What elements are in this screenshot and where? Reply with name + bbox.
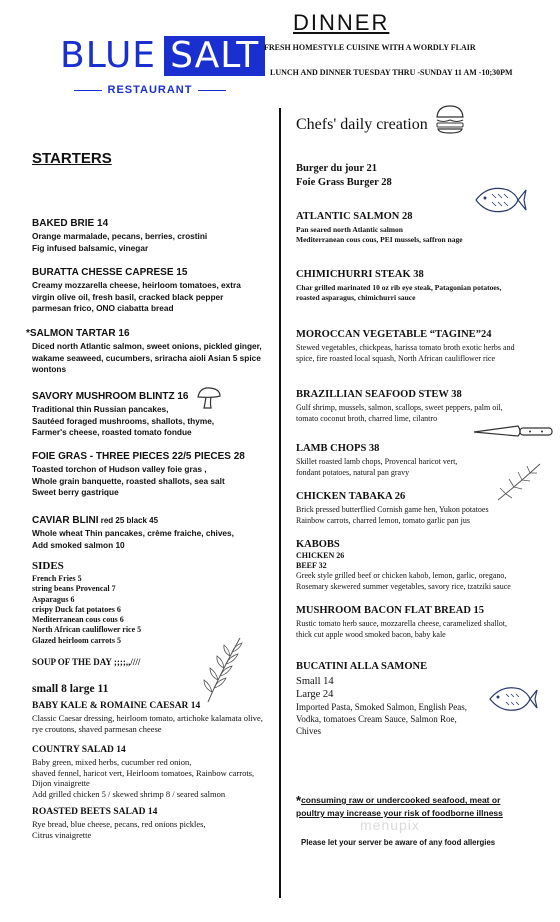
item-title: BRAZILLIAN SEAFOOD STEW 38 — [296, 389, 462, 400]
item-title: *SALMON TARTAR 16 — [26, 328, 130, 339]
hours: LUNCH AND DINNER TUESDAY THRU -SUNDAY 11 AM -10;30PM — [270, 68, 513, 77]
item-desc: Pan seared north Atlantic salmon Mediterranean cous cous, PEI mussels, saffron nage — [296, 225, 463, 244]
item-title: ATLANTIC SALMON 28 — [296, 211, 413, 222]
item-sub: CHICKEN 26 BEEF 32 — [296, 551, 345, 570]
item-desc: Char grilled marinated 10 oz rib eye steak, Patagonian potatoes, roasted asparagus, chimichurri sauce — [296, 283, 502, 302]
menu-item-salmon-tartar — [26, 327, 276, 376]
item-desc: Brick pressed butterflied Cornish game hen, Yukon potatoes Rainbow carrots, charred lemon, tomato garlic pan jus — [296, 505, 489, 525]
item-title: CHIMICHURRI STEAK 38 — [296, 269, 424, 280]
menu-item-caesar — [32, 700, 272, 734]
logo-word-salt: SALT — [164, 36, 265, 76]
logo-subtitle — [60, 84, 240, 96]
menu-item-kabobs — [296, 538, 532, 592]
item-desc: Greek style grilled beef or chicken kabob, lemon, garlic, oregano, Rosemary skewered summer vegetables, savory rice, tzatziki sauce — [296, 571, 511, 591]
item-title: CHICKEN TABAKA 26 — [296, 491, 406, 502]
starters-heading: STARTERS — [32, 150, 112, 167]
watermark: menupix — [360, 817, 420, 833]
item-title: LAMB CHOPS 38 — [296, 443, 380, 454]
menu-item-country-salad — [32, 744, 276, 799]
allergy-notice: Please let your server be aware of any food allergies — [301, 838, 496, 847]
burger-icon — [434, 104, 466, 134]
menu-item-foie-gras — [32, 450, 278, 499]
item-title: MUSHROOM BACON FLAT BREAD 15 — [296, 605, 485, 616]
logo-rule-left — [74, 90, 102, 91]
item-title: BURATTA CHESSE CAPRESE 15 — [32, 267, 188, 278]
menu-item-flat-bread — [296, 604, 532, 640]
soup-title: SOUP OF THE DAY ;;;;,,//// — [32, 657, 141, 667]
item-title-prices: red 25 black 45 — [98, 516, 159, 525]
item-desc: Toasted torchon of Hudson valley foie gras , Whole grain banquette, roasted shallots, sea salt Sweet berry gastrique — [32, 464, 225, 497]
list-item: crispy Duck fat potatoes 6 — [32, 604, 121, 614]
item-desc: Rustic tomato herb sauce, mozzarella cheese, caramelized shallot, thick cut apple wood smoked bacon, baby kale — [296, 619, 508, 639]
item-title: COUNTRY SALAD 14 — [32, 745, 126, 755]
menu-item-mushroom-blintz — [32, 390, 272, 439]
fish-icon — [486, 680, 538, 718]
item-title: KABOBS — [296, 539, 340, 550]
menu-item-baked-brie — [32, 217, 272, 254]
item-title: ROASTED BEETS SALAD 14 — [32, 807, 158, 817]
item-title: BAKED BRIE 14 — [32, 218, 109, 229]
logo-rule-right — [198, 90, 226, 91]
list-item: North African cauliflower rice 5 — [32, 625, 142, 635]
sides-list — [32, 574, 141, 646]
logo-word-blue: BLUE — [60, 35, 157, 76]
sides-heading: SIDES — [32, 560, 64, 572]
item-desc: Imported Pasta, Smoked Salmon, English Peas, Vodka, tomatoes Cream Sauce, Salmon Roe, Chives — [296, 702, 467, 736]
item-desc: Stewed vegetables, chickpeas, harissa tomato broth exotic herbs and spice, fire roasted local squash, North African cauliflower rice — [296, 343, 515, 363]
tagline: FRESH HOMESTYLE CUISINE WITH A WORDLY FLAIR — [264, 43, 476, 52]
list-item: Mediterranean cous cous 6 — [32, 615, 124, 625]
menu-item-lamb-chops — [296, 442, 524, 478]
item-title-main: CAVIAR BLINI — [32, 515, 99, 526]
list-item: Asparagus 6 — [32, 594, 75, 604]
item-desc: Traditional thin Russian pancakes, Sautéed foraged mushrooms, shallots, thyme, Farmer's cheese, roasted tomato fondue — [32, 404, 215, 437]
item-sub: Small 14 Large 24 — [296, 676, 334, 700]
item-desc: Creamy mozzarella cheese, heirloom tomatoes, extra virgin olive oil, fresh basil, cracked black pepper parmesan frico, ONO ciabatta bread — [32, 280, 241, 313]
item-title: BABY KALE & ROMAINE CAESAR 14 — [32, 701, 201, 711]
menu-item-chimichurri-steak — [296, 268, 532, 303]
chefs-heading: Chefs' daily creation — [296, 116, 428, 133]
item-title: MOROCCAN VEGETABLE “TAGINE”24 — [296, 329, 492, 340]
item-desc: Skillet roasted lamb chops, Provencal haricot vert, fondant potatoes, natural pan gravy — [296, 457, 458, 477]
asterisk: * — [296, 793, 302, 808]
page-title: DINNER — [293, 10, 390, 35]
food-safety-warning — [296, 794, 528, 819]
logo-sub-text: RESTAURANT — [107, 84, 193, 96]
item-desc: Classic Caesar dressing, heirloom tomato, artichoke kalamata olive, rye croutons, shaved parmesan cheese — [32, 713, 263, 734]
item-desc: Whole wheat Thin pancakes, crème fraiche, chives, Add smoked salmon 10 — [32, 528, 234, 550]
item-desc: Baby green, mixed herbs, cucumber red onion, shaved fennel, haricot vert, Heirloom tomatoes, Rainbow carrots, Dijon vinaigrette Add grilled chicken 5 / skewed shrimp 8 / seared salmon — [32, 757, 255, 799]
knife-icon — [472, 420, 556, 442]
item-title — [32, 514, 272, 527]
menu-item-moroccan-tagine — [296, 328, 532, 364]
list-item: Glazed heirloom carrots 5 — [32, 635, 121, 645]
menu-item-chicken-tabaka — [296, 490, 524, 526]
mushroom-icon — [196, 386, 222, 410]
menu-item-seafood-stew — [296, 388, 532, 424]
logo — [60, 35, 260, 96]
list-item: string beans Provencal 7 — [32, 584, 116, 594]
menu-item-beets-salad — [32, 806, 272, 840]
item-desc: Orange marmalade, pecans, berries, crostini Fig infused balsamic, vinegar — [32, 231, 208, 253]
soup-sizes: small 8 large 11 — [32, 683, 109, 695]
item-desc: Diced north Atlantic salmon, sweet onions, pickled ginger, wakame seaweed, cucumbers, sriracha aioli Asian 5 spice wontons — [32, 341, 262, 374]
menu-item-buratta — [32, 266, 278, 315]
item-title: FOIE GRAS - THREE PIECES 22/5 PIECES 28 — [32, 451, 245, 462]
item-desc: Rye bread, blue cheese, pecans, red onions pickles, Citrus vinaigrette — [32, 819, 206, 840]
list-item: French Fries 5 — [32, 574, 82, 583]
soup-of-the-day — [32, 656, 140, 668]
burger-items: Burger du jour 21 Foie Grass Burger 28 — [296, 163, 392, 188]
menu-item-atlantic-salmon — [296, 210, 524, 245]
item-title: BUCATINI ALLA SAMONE — [296, 661, 428, 672]
item-desc: Gulf shrimp, mussels, salmon, scallops, sweet peppers, palm oil, tomato coconut broth, charred lime, cilantro — [296, 403, 503, 423]
menu-item-caviar-blini — [32, 514, 272, 551]
column-divider — [279, 108, 281, 898]
rosemary-icon — [200, 634, 246, 704]
item-title: SAVORY MUSHROOM BLINTZ 16 — [32, 391, 189, 402]
warning-text: consuming raw or undercooked seafood, meat or poultry may increase your risk of foodborne illness — [296, 795, 503, 818]
